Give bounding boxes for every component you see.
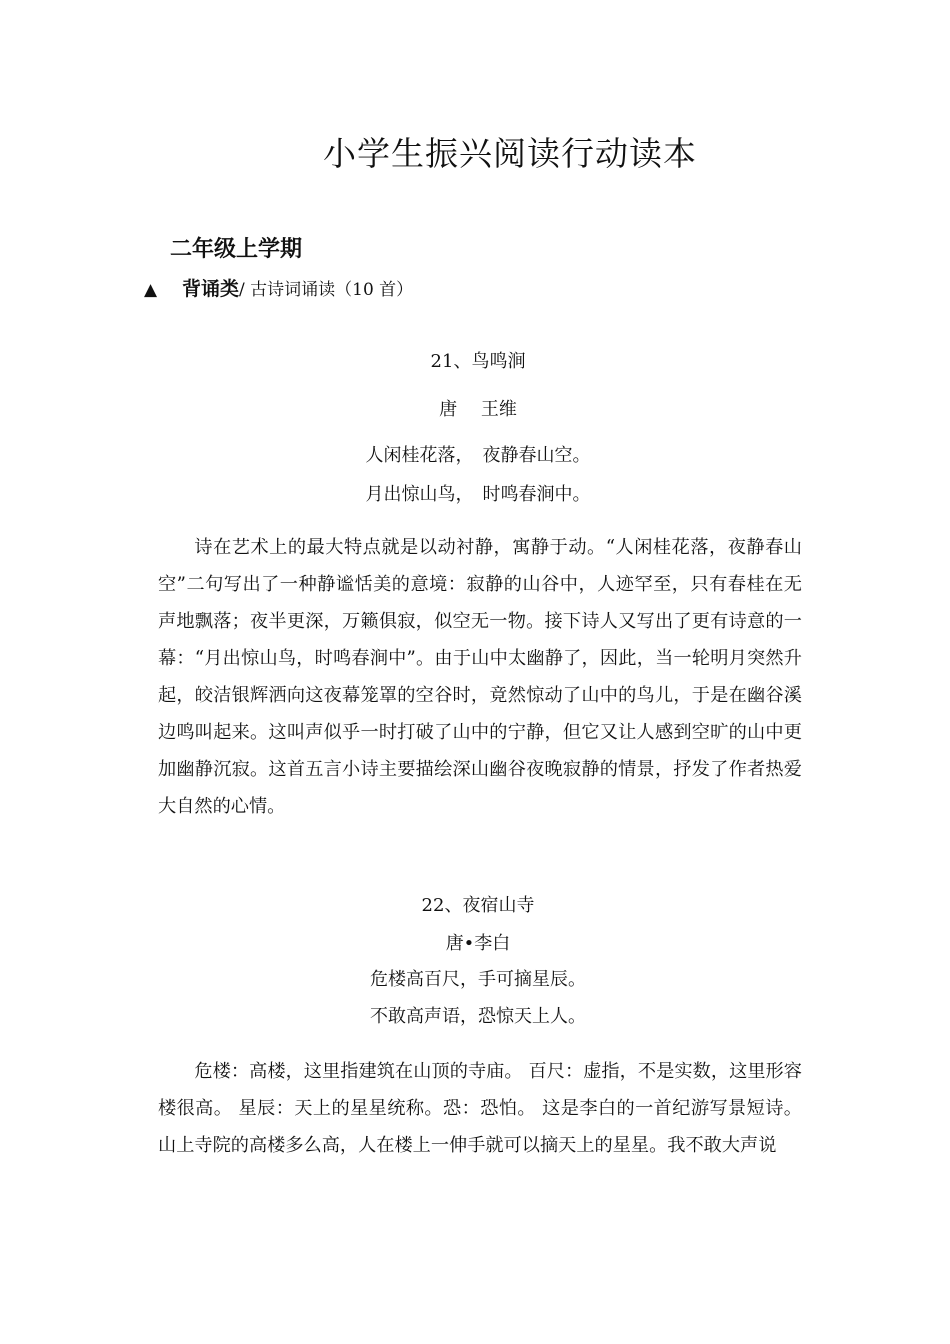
category-line: [144, 274, 413, 301]
poem-author: 唐•李白: [445, 933, 511, 954]
poem-author: 唐 王维: [439, 399, 517, 420]
poem-line: 不敢高声语，恐惊天上人。: [370, 1006, 586, 1027]
poem-heading: 22、夜宿山寺: [421, 895, 535, 916]
poem-line: 月出惊山鸟， 时鸣春涧中。: [365, 484, 591, 505]
category-subtitle: / 古诗词诵读（10 首）: [239, 280, 414, 300]
category-label: 背诵类: [182, 278, 240, 300]
poem-heading: 21、鸟鸣涧: [430, 351, 526, 372]
document-title: 小学生振兴阅读行动读本: [323, 134, 697, 173]
poem-commentary: 危楼：高楼，这里指建筑在山顶的寺庙。 百尺：虚指，不是实数，这里形容楼很高。 星辰：天上的星星统称。恐：恐怕。 这是李白的一首纪游写景短诗。山上寺院的高楼多么高，人在楼上一伸手就可以摘天上的星星。我不敢大声说: [158, 1061, 802, 1156]
grade-heading: 二年级上学期: [170, 237, 303, 262]
poem-line: 危楼高百尺，手可摘星辰。: [370, 969, 586, 990]
poem-commentary: 诗在艺术上的最大特点就是以动衬静，寓静于动。“人闲桂花落，夜静春山空”二句写出了一种静谧恬美的意境：寂静的山谷中，人迹罕至，只有春桂在无声地飘落；夜半更深，万籁俱寂，似空无一物。接下诗人又写出了更有诗意的一幕：“月出惊山鸟，时鸣春涧中”。由于山中太幽静了，因此，当一轮明月突然升起，皎洁银辉洒向这夜幕笼罩的空谷时，竟然惊动了山中的鸟儿，于是在幽谷溪边鸣叫起来。这叫声似乎一时打破了山中的宁静，但它又让人感到空旷的山中更加幽静沉寂。这首五言小诗主要描绘深山幽谷夜晚寂静的情景，抒发了作者热爱大自然的心情。: [158, 537, 802, 817]
poem-line: 人闲桂花落， 夜静春山空。: [365, 445, 591, 466]
triangle-marker-icon: ▲: [144, 280, 158, 300]
